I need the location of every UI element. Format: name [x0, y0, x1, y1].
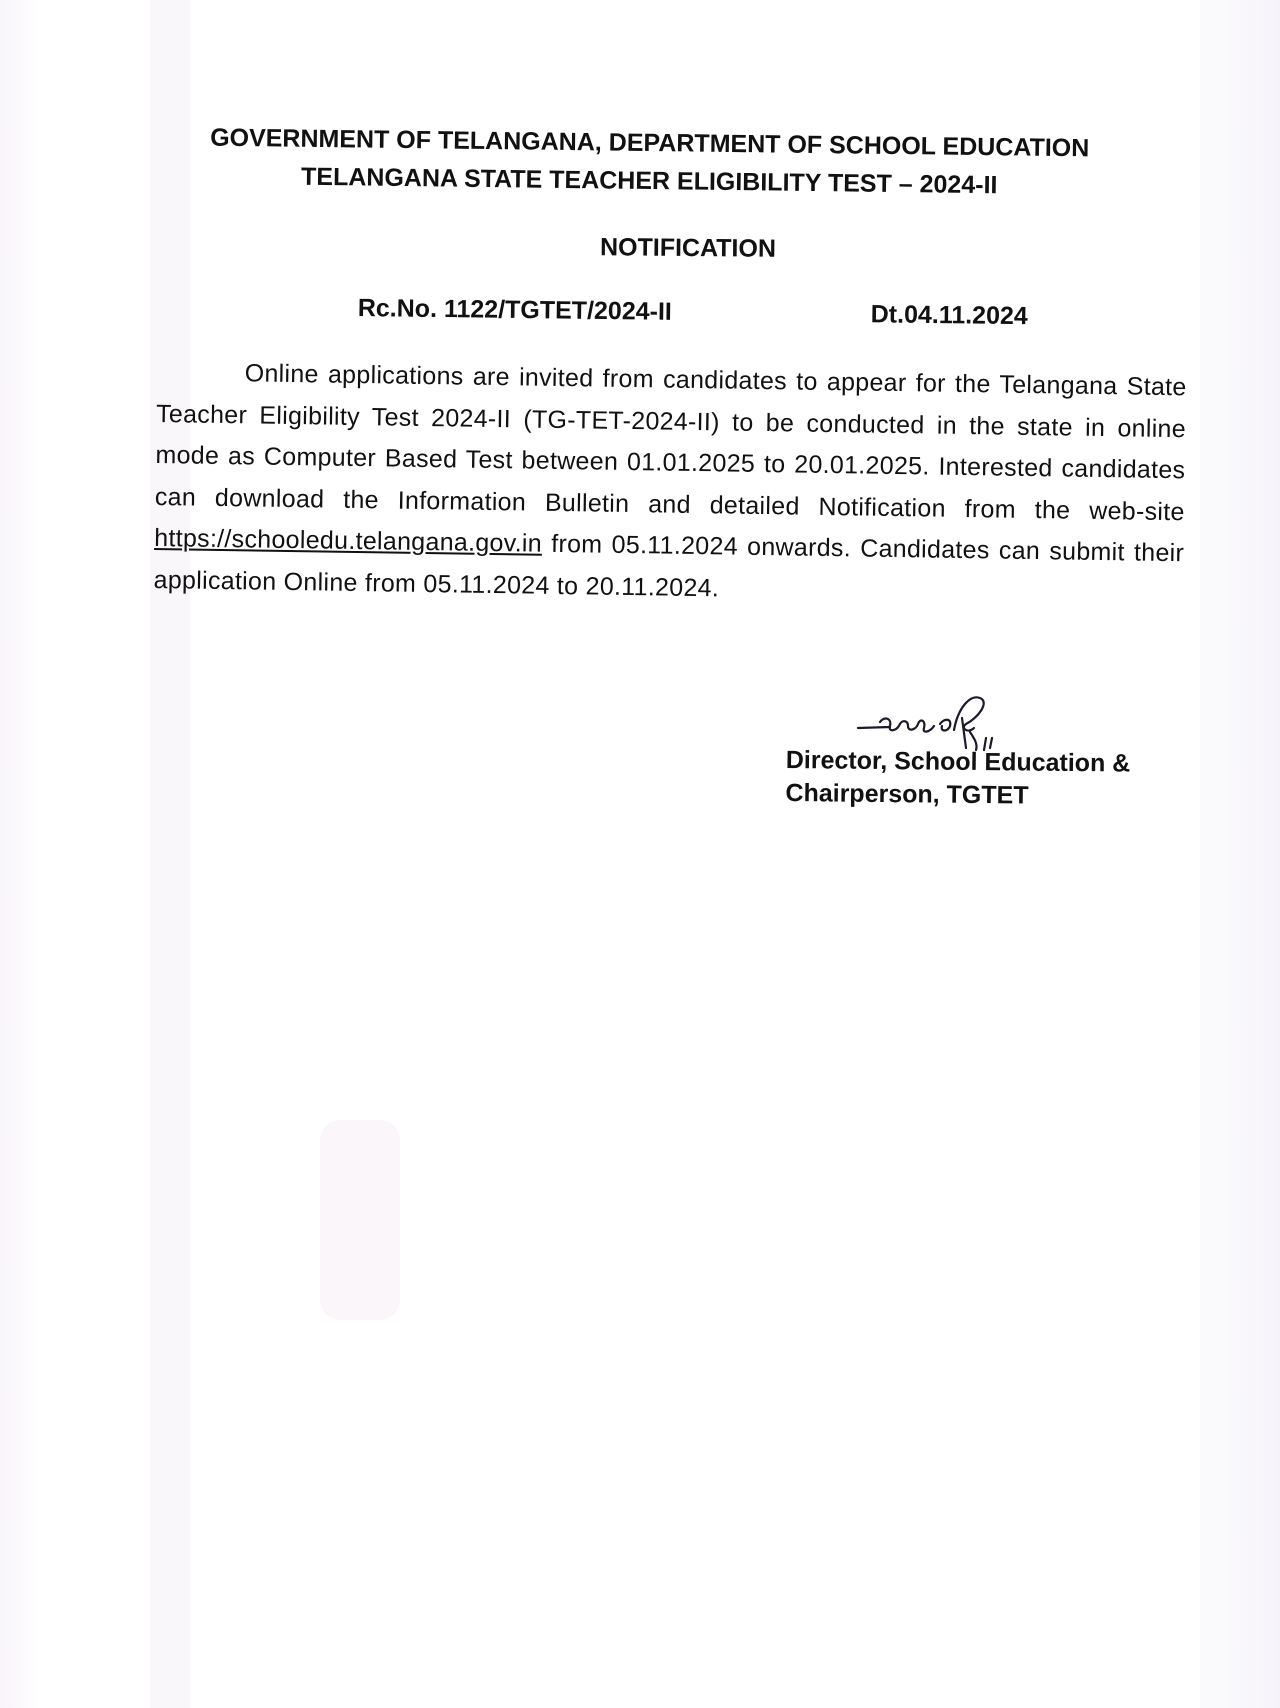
website-link[interactable]: https://schooledu.telangana.gov.in [154, 523, 543, 558]
header-line-1: GOVERNMENT OF TELANGANA, DEPARTMENT OF SCHOOL EDUCATION [209, 123, 1090, 163]
paper-tint [320, 1120, 400, 1320]
signatory-role: Chairperson, TGTET [785, 778, 1029, 810]
notification-date: Dt.04.11.2024 [870, 300, 1028, 331]
notification-title: NOTIFICATION [599, 233, 777, 263]
document-header [159, 118, 1140, 206]
signatory-block [785, 744, 1186, 814]
reference-number: Rc.No. 1122/TGTET/2024-II [357, 294, 672, 326]
signatory-title: Director, School Education & [785, 745, 1131, 778]
body-text-part-1: Online applications are invited from candidates to appear for the Telangana State Teacher Eligibility Test 2024-II (TG-TET-2024-II) to be conducted in the state in online mode as Computer Based Test between 01.01.2025 to 20.01.2025. Interested candidates can download the Information Bulletin and detailed Notification from the web-site [154, 359, 1187, 526]
reference-line [358, 294, 1028, 331]
notification-body [153, 352, 1187, 616]
header-line-2: TELANGANA STATE TEACHER ELIGIBILITY TEST – 2024-II [300, 162, 998, 200]
body-text-part-2: from 05.11.2024 onwards. Candidates can submit their application Online from 05.11.2024 to 20.11.2024. [153, 529, 1185, 602]
